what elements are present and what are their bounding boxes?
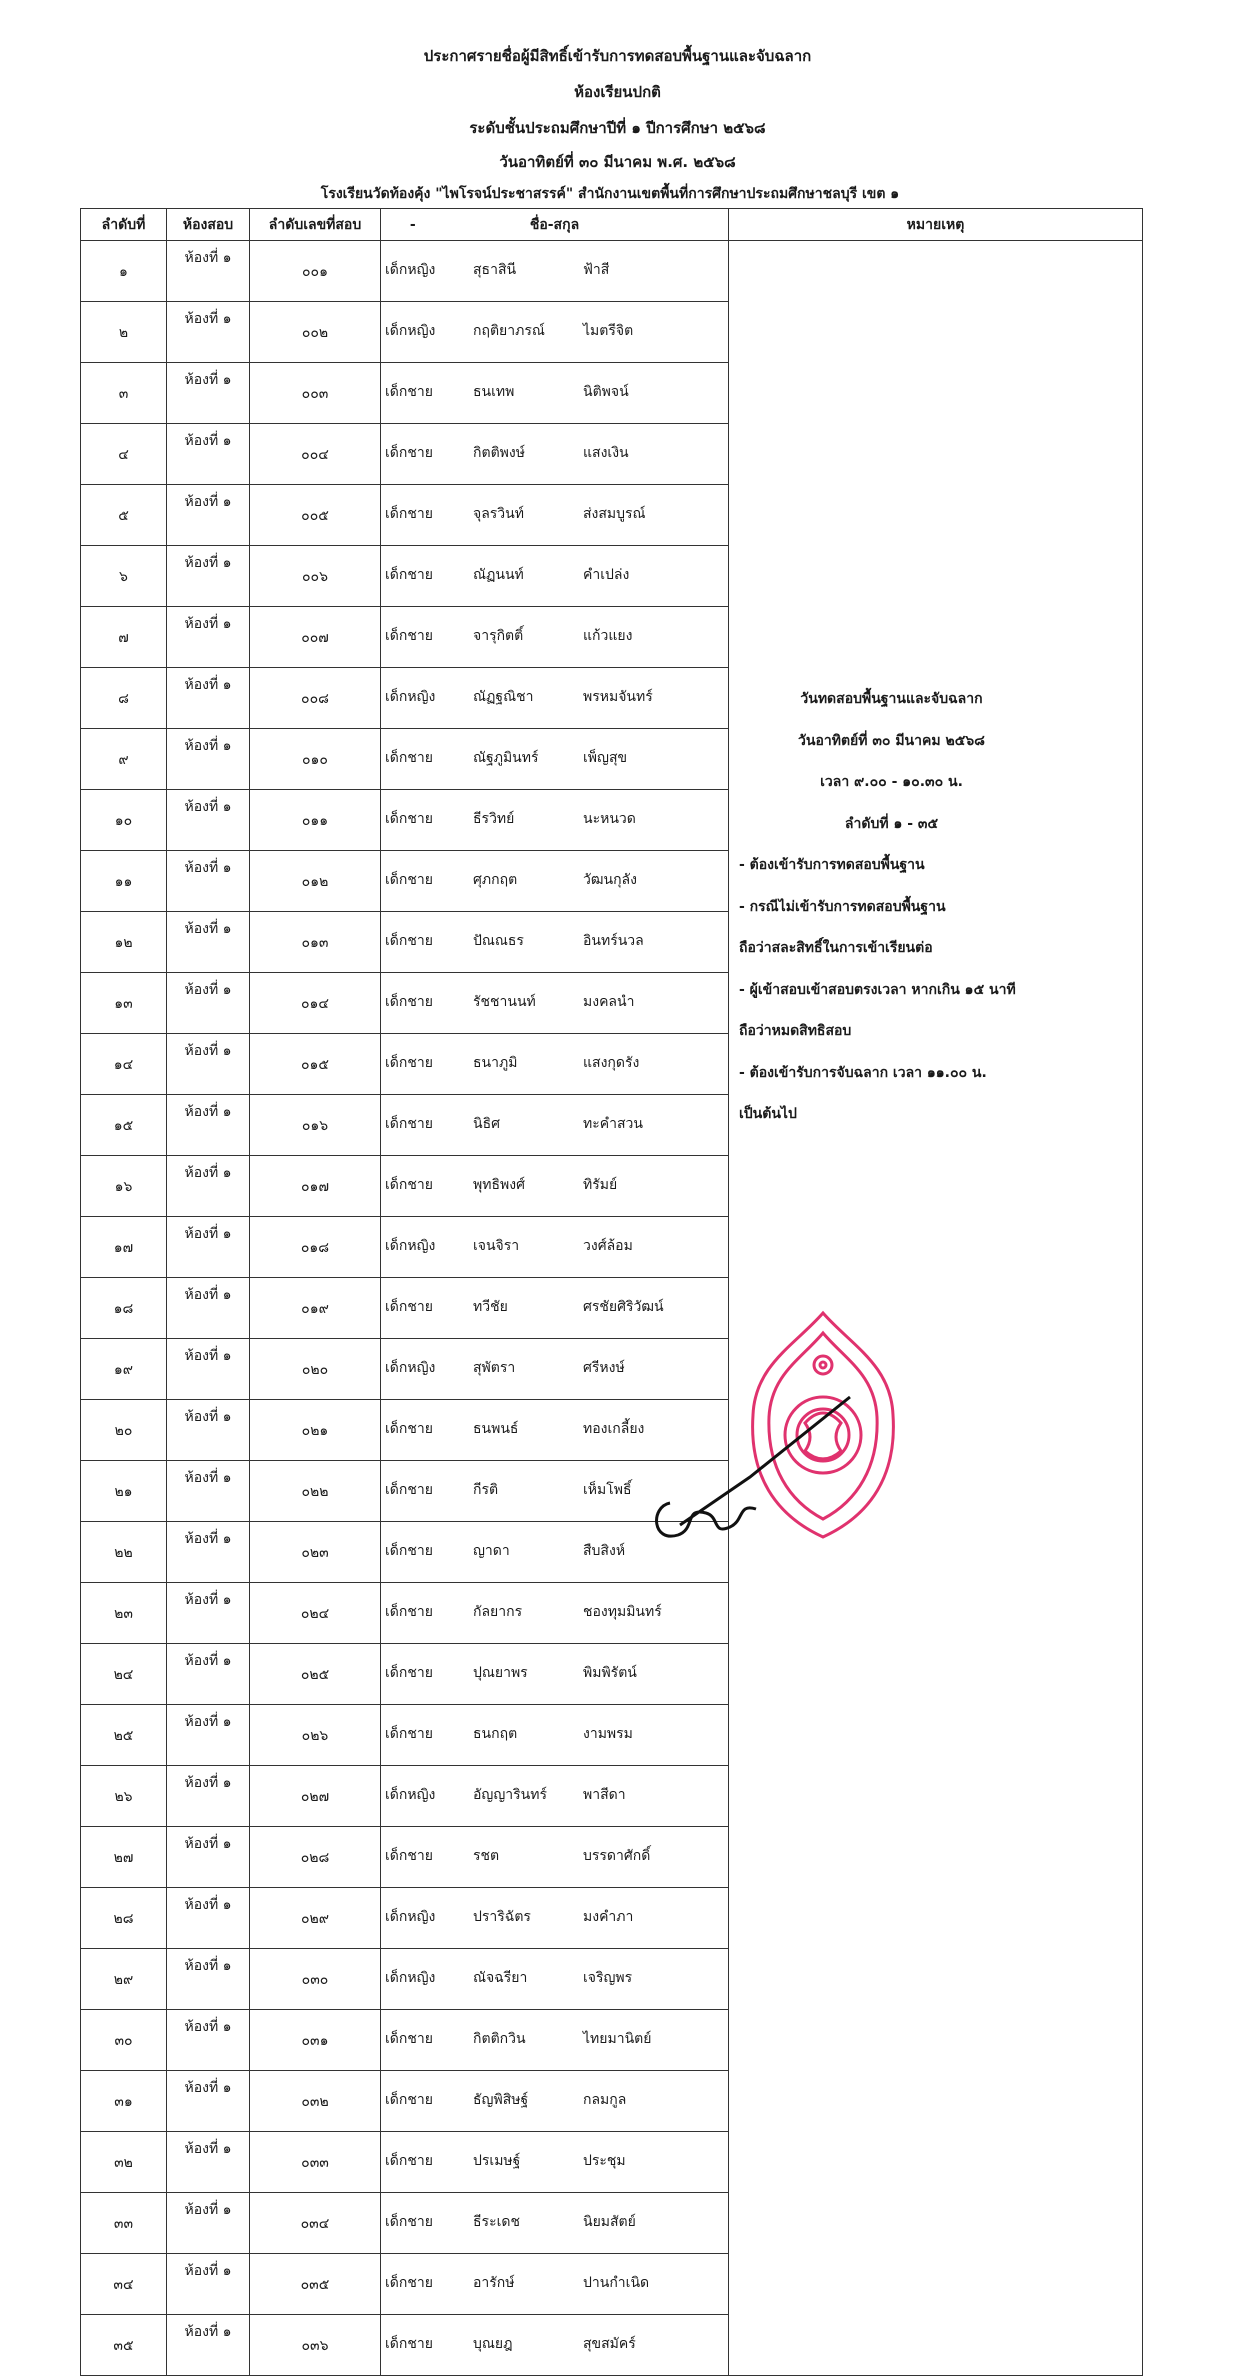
cell-exam-no: ๐๐๓ — [250, 363, 381, 424]
cell-seq: ๓๒ — [81, 2132, 167, 2193]
cell-seq: ๒๒ — [81, 1522, 167, 1583]
last-name: ประชุม — [583, 2153, 626, 2169]
last-name: งามพรม — [583, 1726, 633, 1742]
last-name: กลมกูล — [583, 2092, 627, 2108]
cell-exam-no: ๐๓๑ — [250, 2010, 381, 2071]
cell-seq: ๒๘ — [81, 1888, 167, 1949]
last-name: สืบสิงห์ — [583, 1543, 626, 1559]
cell-room: ห้องที่ ๑ — [167, 973, 250, 1034]
cell-room: ห้องที่ ๑ — [167, 1339, 250, 1400]
cell-exam-no: ๐๒๓ — [250, 1522, 381, 1583]
last-name: ทิรัมย์ — [583, 1177, 618, 1193]
cell-name — [381, 729, 729, 790]
first-name: ณัฏฐณิชา — [473, 689, 534, 705]
first-name: ปุณยาพร — [473, 1665, 528, 1681]
cell-name — [381, 1217, 729, 1278]
cell-name — [381, 2010, 729, 2071]
name-prefix: เด็กชาย — [385, 1726, 433, 1742]
cell-seq: ๒๐ — [81, 1400, 167, 1461]
roster-table — [80, 208, 1143, 2376]
last-name: เพ็ญสุข — [583, 750, 628, 766]
notes-block — [729, 679, 1054, 1136]
cell-room: ห้องที่ ๑ — [167, 1644, 250, 1705]
cell-room: ห้องที่ ๑ — [167, 1278, 250, 1339]
cell-name — [381, 1034, 729, 1095]
name-prefix: เด็กชาย — [385, 2031, 433, 2047]
note-item: - ต้องเข้ารับการทดสอบพื้นฐาน — [739, 857, 925, 873]
cell-room: ห้องที่ ๑ — [167, 607, 250, 668]
cell-room: ห้องที่ ๑ — [167, 485, 250, 546]
cell-room: ห้องที่ ๑ — [167, 1583, 250, 1644]
name-prefix: เด็กชาย — [385, 2275, 433, 2291]
cell-name — [381, 912, 729, 973]
cell-exam-no: ๐๒๒ — [250, 1461, 381, 1522]
last-name: วัฒนกุลัง — [583, 872, 637, 888]
cell-name — [381, 1095, 729, 1156]
last-name: แก้วแยง — [583, 628, 633, 644]
cell-name — [381, 668, 729, 729]
cell-seq: ๒๑ — [81, 1461, 167, 1522]
cell-exam-no: ๐๓๓ — [250, 2132, 381, 2193]
note-centered-line: เวลา ๙.๐๐ - ๑๐.๓๐ น. — [820, 774, 963, 790]
cell-room: ห้องที่ ๑ — [167, 363, 250, 424]
name-prefix: เด็กหญิง — [385, 1909, 436, 1925]
first-name: จุลรวินท์ — [473, 506, 524, 522]
cell-exam-no: ๐๒๐ — [250, 1339, 381, 1400]
cell-name — [381, 973, 729, 1034]
first-name: ณัฏนนท์ — [473, 567, 524, 583]
cell-name — [381, 790, 729, 851]
cell-seq: ๑๔ — [81, 1034, 167, 1095]
cell-room: ห้องที่ ๑ — [167, 1461, 250, 1522]
cell-exam-no: ๐๑๔ — [250, 973, 381, 1034]
note-item: - ผู้เข้าสอบเข้าสอบตรงเวลา หากเกิน ๑๕ นาที — [739, 981, 1016, 998]
first-name: ณัฐภูมินทร์ — [473, 750, 539, 766]
first-name: อารักษ์ — [473, 2275, 515, 2291]
cell-room: ห้องที่ ๑ — [167, 1949, 250, 2010]
cell-name — [381, 2315, 729, 2376]
first-name: ทวีชัย — [473, 1299, 508, 1315]
cell-seq: ๒๖ — [81, 1766, 167, 1827]
note-item: - ต้องเข้ารับการจับฉลาก เวลา ๑๑.๐๐ น. — [739, 1064, 987, 1081]
first-name: กีรติ — [473, 1482, 499, 1498]
last-name: พิมพิรัตน์ — [583, 1665, 637, 1681]
cell-exam-no: ๐๑๓ — [250, 912, 381, 973]
note-centered-line: วันทดสอบพื้นฐานและจับฉลาก — [800, 691, 983, 707]
cell-exam-no: ๐๑๑ — [250, 790, 381, 851]
cell-room: ห้องที่ ๑ — [167, 2254, 250, 2315]
cell-name — [381, 546, 729, 607]
cell-room: ห้องที่ ๑ — [167, 2010, 250, 2071]
header-seq: ลำดับที่ — [81, 209, 167, 241]
first-name: พุทธิพงศ์ — [473, 1177, 525, 1193]
cell-name — [381, 1766, 729, 1827]
cell-room: ห้องที่ ๑ — [167, 241, 250, 302]
cell-seq: ๔ — [81, 424, 167, 485]
last-name: ศรชัยศิริวัฒน์ — [583, 1299, 664, 1315]
name-prefix: เด็กชาย — [385, 384, 433, 400]
cell-room: ห้องที่ ๑ — [167, 302, 250, 363]
name-prefix: เด็กหญิง — [385, 1787, 436, 1803]
cell-name — [381, 302, 729, 363]
cell-seq: ๑๒ — [81, 912, 167, 973]
name-prefix: เด็กชาย — [385, 567, 433, 583]
name-prefix: เด็กชาย — [385, 1665, 433, 1681]
first-name: จารุกิตติ์ — [473, 628, 524, 644]
first-name: กฤติยาภรณ์ — [473, 323, 545, 339]
cell-name — [381, 1888, 729, 1949]
cell-name — [381, 1278, 729, 1339]
first-name: ญาดา — [473, 1543, 510, 1559]
first-name: ธนพนธ์ — [473, 1421, 519, 1437]
cell-seq: ๑ — [81, 241, 167, 302]
cell-seq: ๙ — [81, 729, 167, 790]
last-name: นะหนวด — [583, 811, 636, 827]
last-name: ชองทุมมินทร์ — [583, 1604, 662, 1620]
cell-name — [381, 485, 729, 546]
cell-exam-no: ๐๐๗ — [250, 607, 381, 668]
cell-name — [381, 1705, 729, 1766]
cell-room: ห้องที่ ๑ — [167, 1705, 250, 1766]
first-name: ธีระเดช — [473, 2214, 520, 2230]
cell-seq: ๒๗ — [81, 1827, 167, 1888]
name-prefix: เด็กชาย — [385, 445, 433, 461]
title-line-3: ระดับชั้นประถมศึกษาปีที่ ๑ ปีการศึกษา ๒๕๖๘ — [469, 119, 766, 137]
cell-seq: ๗ — [81, 607, 167, 668]
cell-room: ห้องที่ ๑ — [167, 1888, 250, 1949]
last-name: นิติพจน์ — [583, 384, 629, 400]
first-name: ธีรวิทย์ — [473, 811, 515, 827]
cell-name — [381, 1644, 729, 1705]
cell-seq: ๕ — [81, 485, 167, 546]
last-name: เจริญพร — [583, 1970, 633, 1986]
first-name: กัลยากร — [473, 1604, 523, 1620]
name-prefix: เด็กหญิง — [385, 1238, 436, 1254]
cell-room: ห้องที่ ๑ — [167, 851, 250, 912]
cell-exam-no: ๐๑๗ — [250, 1156, 381, 1217]
name-prefix: เด็กชาย — [385, 2214, 433, 2230]
cell-name — [381, 1949, 729, 2010]
name-prefix: เด็กชาย — [385, 1482, 433, 1498]
cell-exam-no: ๐๐๒ — [250, 302, 381, 363]
title-line-5: โรงเรียนวัดท้องคุ้ง "ไพโรจน์ประชาสรรค์" สำนักงานเขตพื้นที่การศึกษาประถมศึกษาชลบุรี เขต ๑ — [320, 186, 900, 202]
cell-exam-no: ๐๐๖ — [250, 546, 381, 607]
roster-body — [81, 241, 1143, 2376]
cell-room: ห้องที่ ๑ — [167, 1156, 250, 1217]
cell-exam-no: ๐๒๗ — [250, 1766, 381, 1827]
note-item: ถือว่าหมดสิทธิสอบ — [739, 1023, 852, 1039]
last-name: สุขสมัคร์ — [583, 2336, 636, 2352]
cell-name — [381, 2132, 729, 2193]
cell-exam-no: ๐๓๕ — [250, 2254, 381, 2315]
cell-room: ห้องที่ ๑ — [167, 729, 250, 790]
cell-room: ห้องที่ ๑ — [167, 2132, 250, 2193]
cell-seq: ๑๗ — [81, 1217, 167, 1278]
name-prefix: เด็กชาย — [385, 1177, 433, 1193]
note-centered-line: ลำดับที่ ๑ - ๓๕ — [844, 815, 939, 832]
last-name: ไทยมานิตย์ — [583, 2031, 652, 2047]
last-name: ศรีหงษ์ — [583, 1360, 625, 1376]
first-name: เจนจิรา — [473, 1238, 520, 1254]
cell-seq: ๑๙ — [81, 1339, 167, 1400]
header-name — [381, 209, 729, 241]
cell-room: ห้องที่ ๑ — [167, 1217, 250, 1278]
cell-exam-no: ๐๐๕ — [250, 485, 381, 546]
name-prefix: เด็กชาย — [385, 750, 433, 766]
cell-name — [381, 2254, 729, 2315]
cell-room: ห้องที่ ๑ — [167, 2193, 250, 2254]
last-name: ส่งสมบูรณ์ — [583, 506, 646, 522]
cell-exam-no: ๐๓๖ — [250, 2315, 381, 2376]
last-name: ฟ้าสี — [583, 262, 610, 278]
cell-name — [381, 2071, 729, 2132]
first-name: ณัจฉรียา — [473, 1970, 528, 1986]
cell-exam-no: ๐๑๙ — [250, 1278, 381, 1339]
last-name: อินทร์นวล — [583, 933, 644, 949]
note-centered-line: วันอาทิตย์ที่ ๓๐ มีนาคม ๒๕๖๘ — [798, 732, 985, 749]
last-name: ปานกำเนิด — [583, 2275, 650, 2291]
last-name: คำเปล่ง — [583, 567, 630, 583]
first-name: ศุภกฤต — [473, 872, 518, 888]
cell-seq: ๓๕ — [81, 2315, 167, 2376]
name-prefix: เด็กหญิง — [385, 689, 436, 705]
cell-seq: ๒ — [81, 302, 167, 363]
name-prefix: เด็กชาย — [385, 1299, 433, 1315]
cell-name — [381, 1827, 729, 1888]
cell-seq: ๑๘ — [81, 1278, 167, 1339]
cell-room: ห้องที่ ๑ — [167, 1766, 250, 1827]
title-line-1: ประกาศรายชื่อผู้มีสิทธิ์เข้ารับการทดสอบพื้นฐานและจับฉลาก — [423, 47, 812, 65]
header-room: ห้องสอบ — [167, 209, 250, 241]
last-name: นิยมสัตย์ — [583, 2214, 636, 2230]
header-name-mark: - — [409, 216, 416, 233]
cell-name — [381, 607, 729, 668]
first-name: ปราริฉัตร — [473, 1909, 531, 1925]
last-name: ทะคำสวน — [583, 1116, 643, 1132]
last-name: พรหมจันทร์ — [583, 689, 653, 705]
cell-name — [381, 2193, 729, 2254]
cell-name — [381, 241, 729, 302]
first-name: รัชชานนท์ — [473, 994, 536, 1010]
header-exam-no: ลำดับเลขที่สอบ — [250, 209, 381, 241]
cell-seq: ๑๑ — [81, 851, 167, 912]
cell-seq: ๑๐ — [81, 790, 167, 851]
cell-exam-no: ๐๒๘ — [250, 1827, 381, 1888]
cell-exam-no: ๐๒๖ — [250, 1705, 381, 1766]
name-prefix: เด็กชาย — [385, 628, 433, 644]
first-name: นิธิศ — [473, 1116, 501, 1132]
cell-seq: ๓๑ — [81, 2071, 167, 2132]
name-prefix: เด็กชาย — [385, 506, 433, 522]
cell-seq: ๒๙ — [81, 1949, 167, 2010]
cell-name — [381, 424, 729, 485]
cell-room: ห้องที่ ๑ — [167, 2071, 250, 2132]
first-name: สุธาสินี — [473, 262, 517, 278]
first-name: รชต — [473, 1848, 500, 1864]
last-name: แสงกุดรัง — [583, 1055, 640, 1071]
cell-seq: ๒๓ — [81, 1583, 167, 1644]
cell-room: ห้องที่ ๑ — [167, 1095, 250, 1156]
last-name: แสงเงิน — [583, 445, 629, 461]
title-line-2: ห้องเรียนปกติ — [574, 83, 661, 101]
cell-seq: ๒๕ — [81, 1705, 167, 1766]
first-name: บุณยฎ — [473, 2336, 513, 2352]
last-name: เห็มโพธิ์ — [583, 1482, 632, 1498]
cell-room: ห้องที่ ๑ — [167, 546, 250, 607]
cell-name — [381, 851, 729, 912]
name-prefix: เด็กชาย — [385, 1543, 433, 1559]
cell-seq: ๓๐ — [81, 2010, 167, 2071]
header-notes: หมายเหตุ — [729, 209, 1143, 241]
first-name: ธนาภูมิ — [473, 1055, 518, 1071]
cell-seq: ๓ — [81, 363, 167, 424]
first-name: ธนกฤต — [473, 1726, 518, 1742]
cell-exam-no: ๐๑๖ — [250, 1095, 381, 1156]
title-line-4: วันอาทิตย์ที่ ๓๐ มีนาคม พ.ศ. ๒๕๖๘ — [499, 153, 736, 171]
cell-room: ห้องที่ ๑ — [167, 1522, 250, 1583]
first-name: กิตติกวิน — [473, 2031, 526, 2047]
last-name: มงคลนำ — [583, 994, 635, 1010]
first-name: ปรเมษฐ์ — [473, 2153, 521, 2169]
cell-seq: ๑๖ — [81, 1156, 167, 1217]
name-prefix: เด็กชาย — [385, 1116, 433, 1132]
cell-seq: ๖ — [81, 546, 167, 607]
cell-room: ห้องที่ ๑ — [167, 424, 250, 485]
cell-seq: ๓๓ — [81, 2193, 167, 2254]
header-name-label: ชื่อ-สกุล — [529, 216, 580, 233]
table-row — [81, 241, 1143, 302]
last-name: ไมตรีจิต — [583, 323, 634, 339]
cell-name — [381, 1583, 729, 1644]
name-prefix: เด็กหญิง — [385, 1970, 436, 1986]
note-item: เป็นต้นไป — [739, 1106, 797, 1122]
cell-exam-no: ๐๓๒ — [250, 2071, 381, 2132]
cell-seq: ๘ — [81, 668, 167, 729]
cell-exam-no: ๐๒๑ — [250, 1400, 381, 1461]
cell-seq: ๓๔ — [81, 2254, 167, 2315]
name-prefix: เด็กชาย — [385, 1604, 433, 1620]
cell-room: ห้องที่ ๑ — [167, 790, 250, 851]
last-name: วงศ์ล้อม — [583, 1238, 633, 1254]
cell-room: ห้องที่ ๑ — [167, 1400, 250, 1461]
first-name: ธัญพิสิษฐ์ — [473, 2092, 529, 2108]
cell-exam-no: ๐๒๕ — [250, 1644, 381, 1705]
name-prefix: เด็กชาย — [385, 1055, 433, 1071]
name-prefix: เด็กหญิง — [385, 323, 436, 339]
cell-exam-no: ๐๒๔ — [250, 1583, 381, 1644]
name-prefix: เด็กชาย — [385, 1848, 433, 1864]
cell-seq: ๒๔ — [81, 1644, 167, 1705]
cell-seq: ๑๓ — [81, 973, 167, 1034]
cell-exam-no: ๐๓๔ — [250, 2193, 381, 2254]
cell-exam-no: ๐๑๘ — [250, 1217, 381, 1278]
cell-exam-no: ๐๓๐ — [250, 1949, 381, 2010]
last-name: ทองเกลี้ยง — [583, 1421, 645, 1437]
name-prefix: เด็กชาย — [385, 2153, 433, 2169]
name-prefix: เด็กชาย — [385, 933, 433, 949]
cell-room: ห้องที่ ๑ — [167, 912, 250, 973]
cell-exam-no: ๐๐๑ — [250, 241, 381, 302]
name-prefix: เด็กหญิง — [385, 1360, 436, 1376]
note-item: ถือว่าสละสิทธิ์ในการเข้าเรียนต่อ — [739, 940, 933, 956]
cell-exam-no: ๐๐๘ — [250, 668, 381, 729]
name-prefix: เด็กชาย — [385, 1421, 433, 1437]
cell-exam-no: ๐๒๙ — [250, 1888, 381, 1949]
cell-name — [381, 363, 729, 424]
cell-room: ห้องที่ ๑ — [167, 1034, 250, 1095]
first-name: กิตติพงษ์ — [473, 445, 525, 461]
name-prefix: เด็กชาย — [385, 2336, 433, 2352]
table-header-row — [81, 209, 1143, 241]
first-name: ปัณณธร — [473, 933, 524, 949]
last-name: บรรดาศักดิ์ — [583, 1848, 651, 1864]
cell-room: ห้องที่ ๑ — [167, 1827, 250, 1888]
note-item: - กรณีไม่เข้ารับการทดสอบพื้นฐาน — [739, 898, 946, 915]
cell-exam-no: ๐๑๐ — [250, 729, 381, 790]
cell-name — [381, 1156, 729, 1217]
cell-exam-no: ๐๐๔ — [250, 424, 381, 485]
cell-seq: ๑๕ — [81, 1095, 167, 1156]
last-name: พาสีดา — [583, 1787, 626, 1803]
signature-icon — [640, 1385, 860, 1555]
cell-room: ห้องที่ ๑ — [167, 668, 250, 729]
first-name: สุพัตรา — [473, 1360, 516, 1376]
name-prefix: เด็กหญิง — [385, 262, 436, 278]
name-prefix: เด็กชาย — [385, 811, 433, 827]
name-prefix: เด็กชาย — [385, 2092, 433, 2108]
name-prefix: เด็กชาย — [385, 872, 433, 888]
cell-exam-no: ๐๑๒ — [250, 851, 381, 912]
cell-room: ห้องที่ ๑ — [167, 2315, 250, 2376]
first-name: อัญญารินทร์ — [473, 1787, 547, 1803]
name-prefix: เด็กชาย — [385, 994, 433, 1010]
cell-exam-no: ๐๑๕ — [250, 1034, 381, 1095]
first-name: ธนเทพ — [473, 384, 515, 400]
last-name: มงคำภา — [583, 1909, 634, 1925]
